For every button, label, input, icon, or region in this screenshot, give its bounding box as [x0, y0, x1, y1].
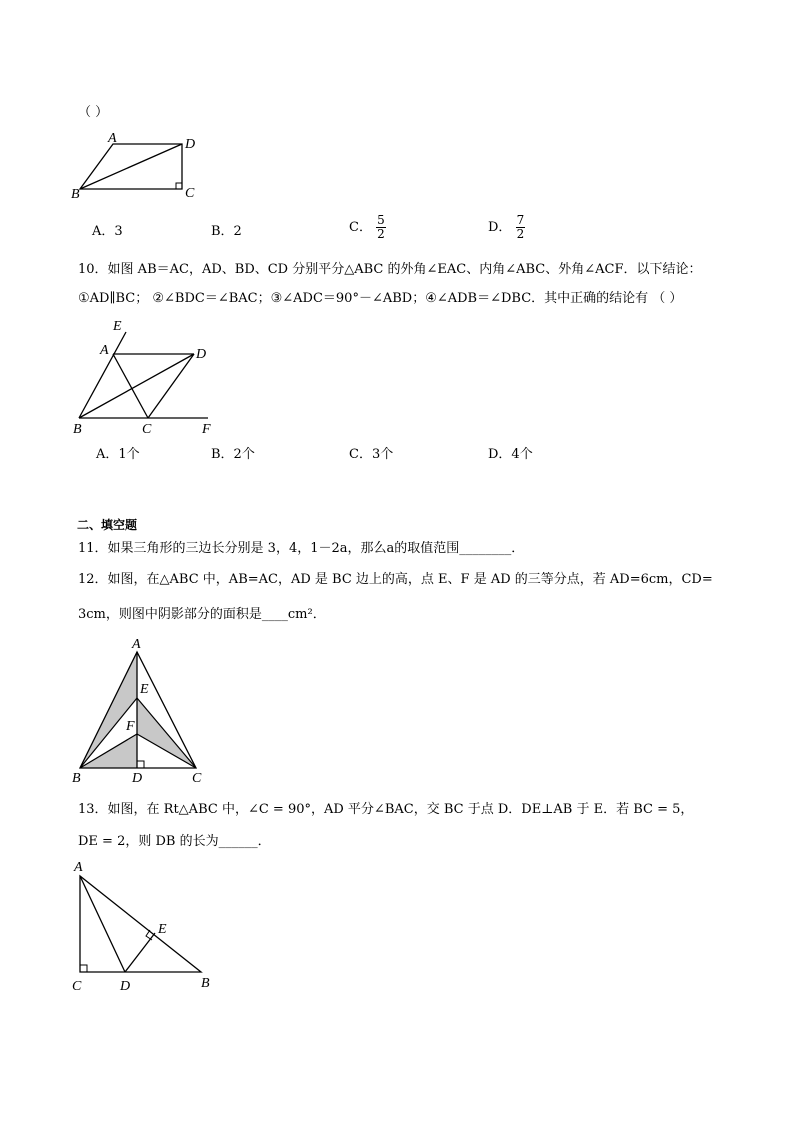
q9-choice-c-prefix: C．: [349, 220, 372, 236]
q12-line2: 3cm，则图中阴影部分的面积是____cm²．: [78, 607, 326, 622]
q9-answer-bracket: （ ）: [78, 105, 109, 120]
q10-label-d: D: [196, 347, 207, 362]
section-title: 二、填空题: [77, 518, 138, 532]
q13-line1: 13．如图，在 Rt△ABC 中，∠C = 90°，AD 平分∠BAC，交 BC 于点 D．DE⊥AB 于 E．若 BC = 5，: [78, 802, 694, 817]
q12-line1: 12．如图，在△ABC 中，AB=AC，AD 是 BC 边上的高，点 E、F 是 AD 的三等分点，若 AD=6cm，CD=: [78, 572, 713, 587]
q13-line2: DE = 2，则 DB 的长为______．: [78, 834, 271, 849]
q10-label-c: C: [142, 422, 152, 437]
q11-text: 11．如果三角形的三边长分别是 3，4，1－2a，那么a的取值范围________．: [78, 541, 525, 556]
q10-choice-c: C．3个: [349, 447, 394, 462]
q9-choice-c-fraction: $\frac{5}{2}$: [377, 213, 385, 242]
q10-line1: 10．如图 AB＝AC，AD、BD、CD 分别平分△ABC 的外角∠EAC、内角∠ABC、外角∠ACF．以下结论：: [78, 262, 702, 277]
q10-choice-d: D．4个: [488, 447, 533, 462]
q9-choice-a: A．3: [92, 224, 123, 239]
q12-label-f: F: [126, 719, 135, 734]
q12-label-d: D: [132, 771, 143, 786]
q9-label-a: A: [108, 131, 117, 146]
q13-label-e: E: [158, 922, 167, 937]
q12-label-e: E: [140, 682, 149, 697]
q13-label-a: A: [74, 860, 83, 875]
q12-label-b: B: [72, 771, 81, 786]
q13-label-b: B: [201, 976, 210, 991]
q10-label-a: A: [100, 343, 109, 358]
q10-choice-b: B．2个: [211, 447, 255, 462]
q9-label-b: B: [71, 187, 80, 202]
q9-label-d: D: [185, 137, 196, 152]
q10-label-f: F: [202, 422, 211, 437]
q10-label-b: B: [73, 422, 82, 437]
q13-label-d: D: [120, 979, 131, 994]
q10-line2: ①AD∥BC； ②∠BDC＝∠BAC；③∠ADC＝90°－∠ABD；④∠ADB＝∠DBC．其中正确的结论有 （ ）: [78, 291, 683, 306]
q9-label-c: C: [185, 186, 195, 201]
q12-label-c: C: [192, 771, 202, 786]
q9-choice-b: B．2: [211, 224, 242, 239]
q10-label-e: E: [113, 319, 122, 334]
q13-label-c: C: [72, 979, 82, 994]
q10-choice-a: A．1个: [96, 447, 140, 462]
q12-label-a: A: [132, 637, 141, 652]
q9-choice-d-prefix: D．: [488, 220, 512, 236]
q9-choice-d-fraction: $\frac{7}{2}$: [516, 213, 525, 242]
